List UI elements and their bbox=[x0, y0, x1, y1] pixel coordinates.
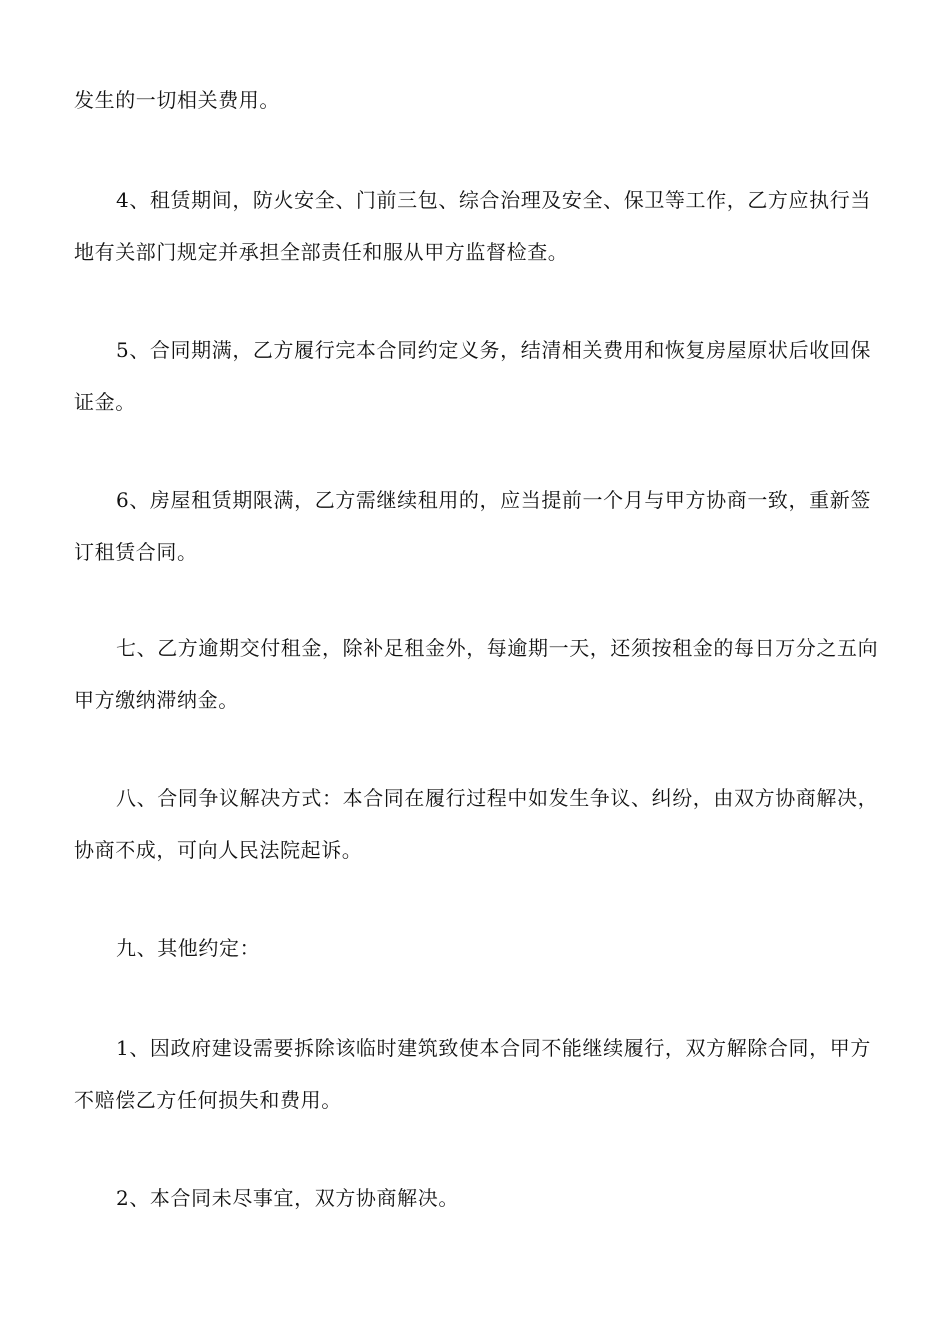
paragraph-clause-4: 4、租赁期间，防火安全、门前三包、综合治理及安全、保卫等工作，乙方应执行当地有关部门规定并承担全部责任和服从甲方监督检查。 bbox=[74, 188, 871, 264]
paragraph-section-7: 七、乙方逾期交付租金，除补足租金外，每逾期一天，还须按租金的每日万分之五向甲方缴纳滞纳金。 bbox=[74, 636, 879, 712]
paragraph-section-8: 八、合同争议解决方式：本合同在履行过程中如发生争议、纠纷，由双方协商解决，协商不成，可向人民法院起诉。 bbox=[74, 786, 879, 862]
paragraph-other-2: 2、本合同未尽事宜，双方协商解决。 bbox=[116, 1186, 459, 1210]
paragraph-continuation: 发生的一切相关费用。 bbox=[74, 88, 280, 112]
paragraph-clause-5: 5、合同期满，乙方履行完本合同约定义务，结清相关费用和恢复房屋原状后收回保证金。 bbox=[74, 338, 871, 414]
paragraph-section-9-heading: 九、其他约定： bbox=[116, 936, 261, 960]
paragraph-clause-6: 6、房屋租赁期限满，乙方需继续租用的，应当提前一个月与甲方协商一致，重新签订租赁合同。 bbox=[74, 488, 871, 564]
paragraph-other-1: 1、因政府建设需要拆除该临时建筑致使本合同不能继续履行，双方解除合同，甲方不赔偿乙方任何损失和费用。 bbox=[74, 1036, 871, 1112]
